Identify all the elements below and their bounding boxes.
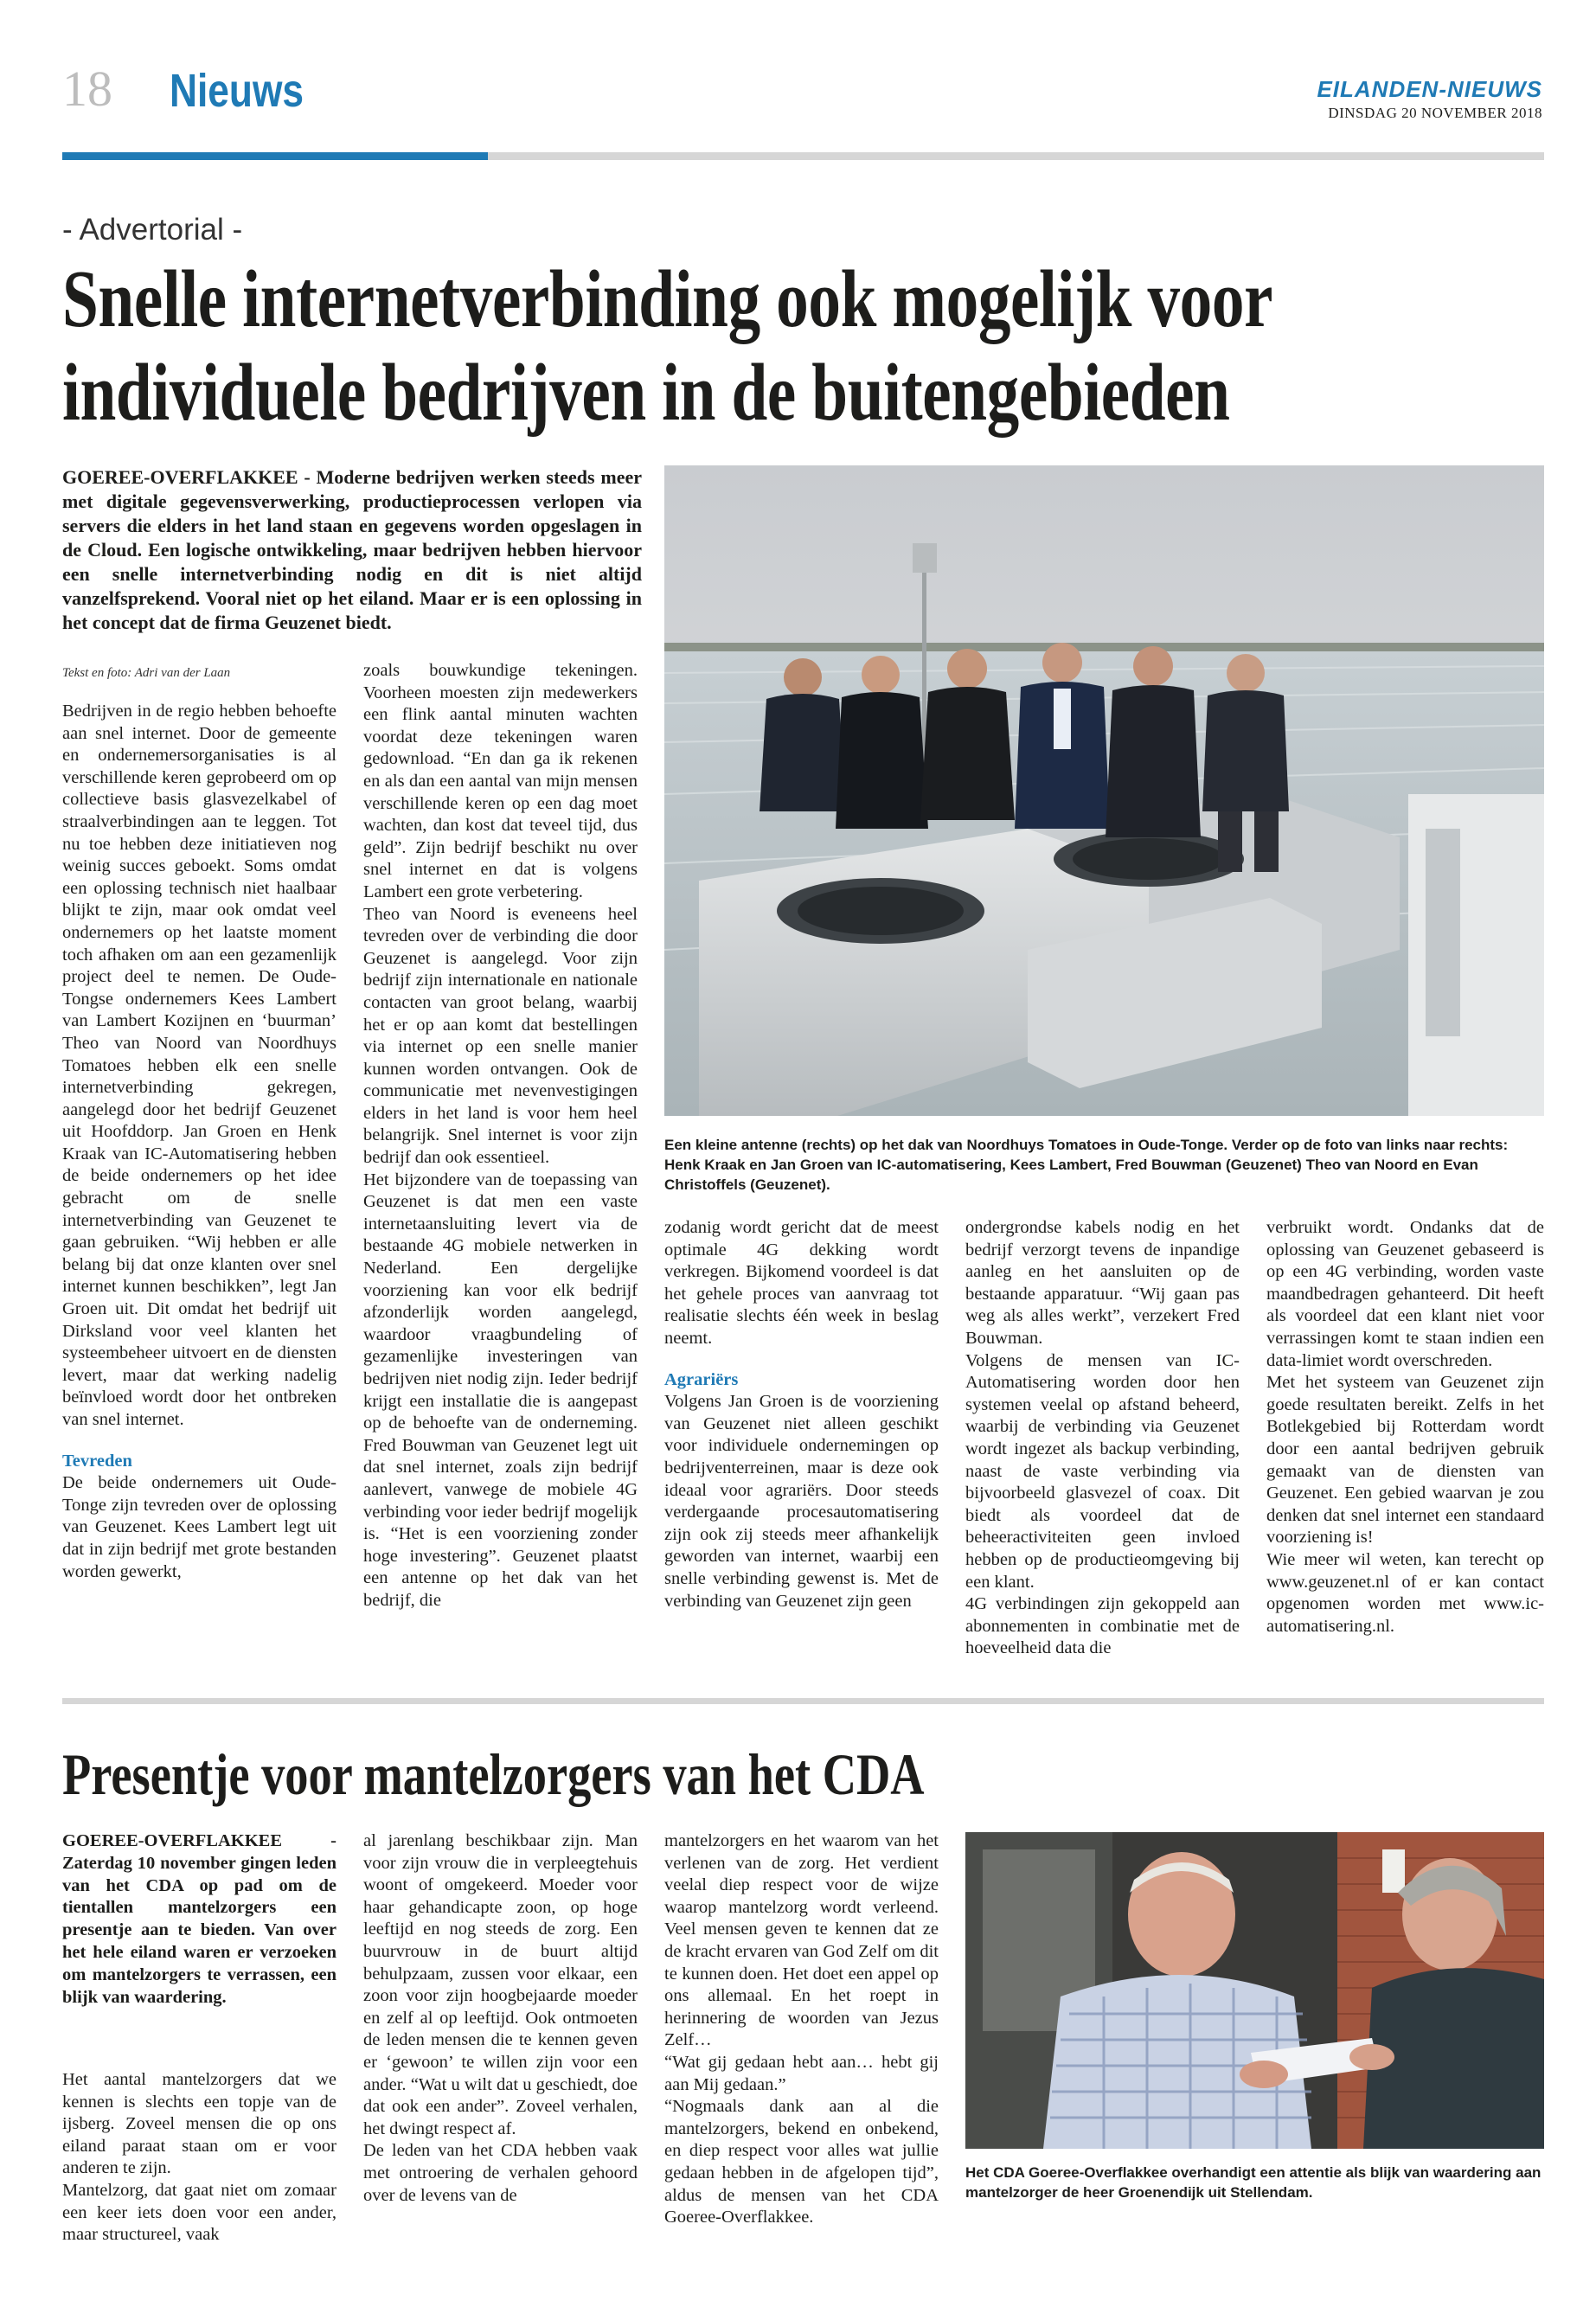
body-paragraph: Volgens de mensen van IC-Automatisering worden door hen systemen veelal op afstand beheerd, waarbij de verbinding via Geuzenet wordt ingezet als backup verbinding, naast de vaste verbinding via bijvoorbeeld glasvezel of coax. Dit biedt als voordeel dat de beheeractiviteiten geen invloed hebben op de productieomgeving bij een klant. (965, 1350, 1240, 1592)
photo-caption: Een kleine antenne (rechts) op het dak van Noordhuys Tomatoes in Oude-Tonge. Verder op de foto van links naar rechts: Henk Kraak en Jan Groen van IC-automatisering, Kees Lambert, Fred Bouwman (Geuzenet) Theo van Noord en Evan Christoffels (Geuzenet). (664, 1137, 1509, 1193)
body-paragraph: Wie meer wil weten, kan terecht op www.geuzenet.nl of er kan contact opgenomen worden met www.ic-automatisering.nl. (1266, 1549, 1544, 1636)
article-column-3 (664, 1217, 939, 1612)
header-rule-accent (62, 152, 488, 160)
article-headline: Presentje voor mantelzorgers van het CDA (62, 1741, 925, 1807)
article-column-2 (363, 660, 638, 1612)
article-column-1 (62, 2069, 337, 2247)
subheading: Tevreden (62, 1451, 132, 1471)
article-column-3 (664, 1830, 939, 2229)
body-paragraph: al jarenlang beschikbaar zijn. Man voor zijn vrouw die in verpleegtehuis woont of omgekeerd. Moeder voor haar gehandicapte zoon, op hoge leeftijd en nog steeds de zorg. Een buurvrouw in de buurt altijd behulpzaam, zussen voor elkaar, een zoon voor zijn hoogbejaarde moeder en zelf al op leeftijd. Ook ontmoeten de leden mensen die te kennen geven er ‘gewoon’ te willen zijn voor een ander. “Wat u wilt dat u geschiedt, doe dat ook een ander”. Zoveel verhalen, het dwingt respect af. (363, 1831, 638, 2138)
body-paragraph: 4G verbindingen zijn gekoppeld aan abonnementen in combinatie met de hoeveelheid data die (965, 1594, 1240, 1658)
article-column-1 (62, 664, 337, 1583)
article-photo-rooftop-group (664, 465, 1544, 1116)
article-divider (62, 1698, 1544, 1704)
issue-date: DINSDAG 20 NOVEMBER 2018 (1328, 105, 1542, 121)
body-paragraph: verbruikt wordt. Ondanks dat de oplossing van Geuzenet gebaseerd is op een 4G verbinding, worden vaste maandbedragen gehanteerd. Dit heeft als voordeel dat een klant niet voor verrassingen komt te staan indien een data-limiet wordt overschreden. (1266, 1218, 1544, 1370)
masthead-logo: EILANDEN-NIEUWS (1317, 76, 1542, 102)
body-paragraph: “Nogmaals dank aan al die mantelzorgers, bekend en onbekend, en diep respect voor alles wat jullie gedaan hebben in de afgelopen tijd”, aldus de mensen van het CDA Goeree-Overflakkee. (664, 2097, 939, 2227)
body-paragraph: Mantelzorg, dat gaat niet om zomaar een keer iets doen voor een ander, maar structureel, vaak (62, 2180, 337, 2245)
advertorial-label: - Advertorial - (62, 213, 243, 247)
body-paragraph: “Wat gij gedaan hebt aan… hebt gij aan Mij gedaan.” (664, 2052, 939, 2094)
body-paragraph: ondergrondse kabels nodig en het bedrijf verzorgt tevens de inpandige aanleg en het aansluiten op de bestaande apparatuur. “Wij gaan pas weg als alles werkt”, verzekert Fred Bouwman. (965, 1218, 1240, 1348)
article-lead: GOEREE-OVERFLAKKEE - Zaterdag 10 november gingen leden van het CDA op pad om de tientallen mantelzorgers een presentje aan te bieden. Van over het hele eiland waren er verzoeken om mantelzorgers te verrassen, een blijk van waardering. (62, 1831, 337, 2007)
subheading: Agrariërs (664, 1369, 739, 1389)
body-paragraph: Het bijzondere van de toepassing van Geuzenet is dat men een vaste internetaansluiting levert via de bestaande 4G mobiele netwerken in Nederland. Een dergelijke voorziening kan voor elk bedrijf afzonderlijk worden aangelegd, waardoor vraagbundeling of gezamenlijke investeringen van bedrijven niet nodig zijn. Ieder bedrijf krijgt een installatie die is aangepast op de behoefte van de onderneming. Fred Bouwman van Geuzenet legt uit dat snel internet, zoals zijn bedrijf aanlevert, vanwege de mobiele 4G verbinding voor ieder bedrijf mogelijk is. “Het is een voorziening zonder hoge investering”. Geuzenet plaatst een antenne op het dak van het bedrijf, die (363, 1170, 638, 1610)
article-photo-mantelzorger (965, 1832, 1544, 2149)
body-paragraph: zoals bouwkundige tekeningen. Voorheen moesten zijn medewerkers een flink aantal minuten wachten voordat deze tekeningen waren gedownload. “En dan ga ik rekenen en als dan een aantal van mijn mensen verschillende keren op een dag moet wachten, dan kost dat teveel tijd, dus geld”. Zijn bedrijf beschikt nu over snel internet en dat is volgens Lambert een grote verbetering. (363, 661, 638, 901)
article-column-4 (965, 1217, 1240, 1660)
body-paragraph: zodanig wordt gericht dat de meest optimale 4G dekking wordt verkregen. Bijkomend voordeel is dat het gehele proces van aanvraag tot realisatie slechts één week in beslag neemt. (664, 1218, 939, 1348)
body-paragraph: Bedrijven in de regio hebben behoefte aan snel internet. Door de gemeente en ondernemersorganisaties is al verschillende keren geprobeerd om op collectieve basis glasvezelkabel of straalverbindingen aan te leggen. Tot nu toe hebben deze initiatieven nog weinig succes geboekt. Soms omdat een oplossing technisch niet haalbaar blijkt te zijn, maar ook omdat veel ondernemers op het laatste moment toch afhaken om aan een gezamenlijk project deel te nemen. De Oude-Tongse ondernemers Kees Lambert van Lambert Kozijnen en ‘buurman’ Theo van Noord van Noordhuys Tomatoes hebben elk een snelle internetverbinding gekregen, aangelegd door het bedrijf Geuzenet uit Hoofddorp. Jan Groen en Henk Kraak van IC-Automatisering hebben de beide ondernemers op het idee gebracht om de snelle internetverbinding van Geuzenet te gaan gebruiken. “Wij hebben er alle belang bij dat onze klanten over snel internet kunnen beschikken”, legt Jan Groen uit. Dit omdat het bedrijf uit Dirksland voor veel klanten het systeembeheer uitvoert en de diensten levert, maar dat werking nadelig beïnvloed wordt door het ontbreken van snel internet. (62, 702, 337, 1429)
article-headline: Snelle internetverbinding ook mogelijk voor individuele bedrijven in de buitengebieden (62, 254, 1272, 438)
photo-caption: Het CDA Goeree-Overflakkee overhandigt een attentie als blijk van waardering aan mantelzorger de heer Groenendijk uit Stellendam. (965, 2164, 1542, 2201)
body-paragraph: De leden van het CDA hebben vaak met ontroering de verhalen gehoord over de levens van de (363, 2141, 638, 2205)
body-paragraph: Theo van Noord is eveneens heel tevreden over de verbinding die door Geuzenet is aangelegd. Voor zijn bedrijf zijn internationale en nationale contacten van groot belang, waarbij het er op aan komt dat bestellingen via internet op een snelle manier kunnen worden ontvangen. Ook de communicatie met nevenvestigingen elders in het land is voor hem heel belangrijk. Snel internet is voor zijn bedrijf dan ook essentieel. (363, 904, 638, 1168)
body-paragraph: Met het systeem van Geuzenet zijn goede resultaten bereikt. Zelfs in het Botlekgebied bij Rotterdam wordt door een aantal bedrijven gebruik gemaakt van de diensten van Geuzenet. Een gebied waarvan je zou denken dat snel internet een standaard voorziening is! (1266, 1373, 1544, 1548)
byline: Tekst en foto: Adri van der Laan (62, 666, 231, 680)
body-paragraph: De beide ondernemers uit Oude-Tonge zijn tevreden over de oplossing van Geuzenet. Kees Lambert legt uit dat in zijn bedrijf met grote bestanden worden gewerkt, (62, 1473, 337, 1581)
body-paragraph: Volgens Jan Groen is de voorziening van Geuzenet niet alleen geschikt voor individuele ondernemingen op bedrijventerreinen, maar is deze ook ideaal voor agrariërs. Door steeds verdergaande procesautomatisering zijn ook zij steeds meer afhankelijk geworden van internet, waarbij een snelle verbinding gewenst is. Met de verbinding van Geuzenet zijn geen (664, 1392, 939, 1611)
article-column-2 (363, 1830, 638, 2207)
section-title: Nieuws (170, 65, 304, 117)
body-paragraph: mantelzorgers en het waarom van het verlenen van de zorg. Het verdient veelal diep respect voor de wijze waarop mantelzorg wordt verleend. Veel mensen geven te kennen dat ze de kracht ervaren van God Zelf om dit te kunnen doen. Het doet een appel op ons allemaal. En het roept in herinnering de woorden van Jezus Zelf… (664, 1831, 939, 2050)
page-number: 18 (62, 61, 112, 117)
body-paragraph: Het aantal mantelzorgers dat we kennen is slechts een topje van de ijsberg. Zoveel mensen die op ons eiland paraat staan om er voor anderen te zijn. (62, 2070, 337, 2178)
article-column-5 (1266, 1217, 1544, 1638)
article-lead: GOEREE-OVERFLAKKEE - Moderne bedrijven werken steeds meer met digitale gegevensverwerking, productieprocessen verlopen via servers die elders in het land staan en gegevens worden opgeslagen in de Cloud. Een logische ontwikkeling, maar bedrijven hebben hiervoor een snelle internetverbinding nodig en dit is niet altijd vanzelfsprekend. Vooral niet op het eiland. Maar er is een oplossing in het concept dat de firma Geuzenet biedt. (62, 466, 642, 633)
